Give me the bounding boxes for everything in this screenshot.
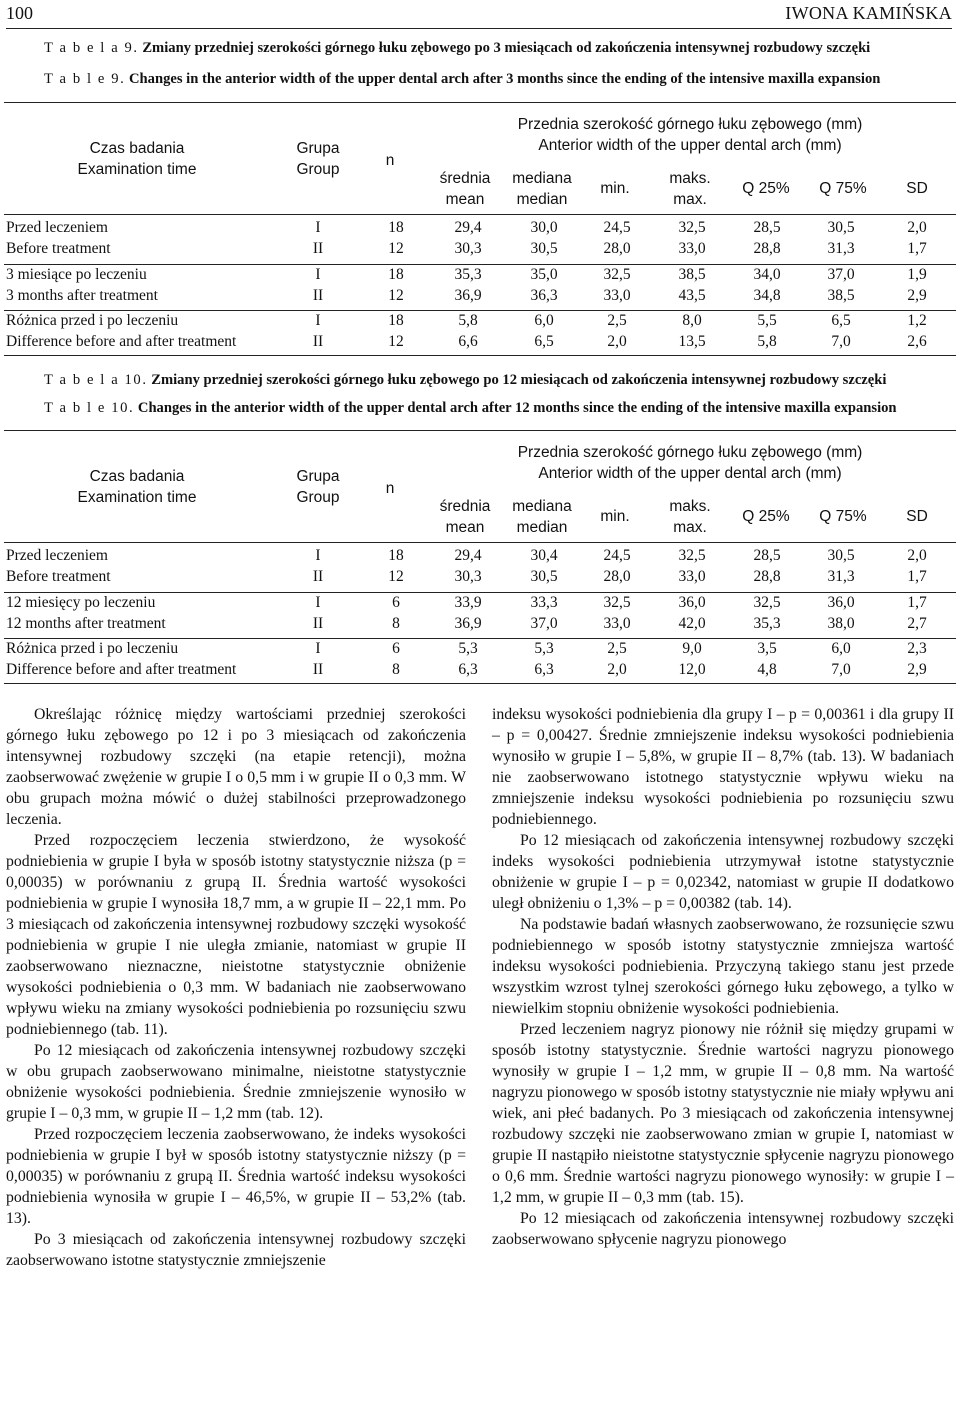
cell-value: 33,0 — [678, 568, 706, 585]
cell-value: 6,0 — [831, 640, 851, 657]
cell-value: 5,3 — [458, 640, 478, 657]
cell-value: 2,6 — [907, 333, 927, 350]
header-q25: Q 25% — [742, 508, 790, 525]
header-min: min. — [600, 180, 630, 197]
cell-value: 2,3 — [907, 640, 927, 657]
cell-value: 2,0 — [907, 547, 927, 564]
cell-n: 12 — [388, 568, 404, 585]
cell-value: 42,0 — [678, 615, 706, 632]
table10-title-en: Changes in the anterior width of the upper dental arch after 12 months since the ending of the intensive maxilla expansion — [137, 400, 897, 416]
header-max-pl: maks. — [669, 170, 711, 187]
cell-value: 6,5 — [831, 312, 851, 329]
header-span-pl: Przednia szerokość górnego łuku zębowego (mm) — [517, 116, 863, 133]
cell-n: 12 — [388, 287, 404, 304]
cell-value: 28,5 — [753, 547, 781, 564]
cell-value: 34,0 — [753, 266, 781, 283]
header-exam-time-en: Examination time — [77, 161, 197, 178]
body-column-left — [6, 704, 466, 1271]
cell-group: II — [312, 661, 324, 678]
cell-value: 34,8 — [753, 287, 781, 304]
header-span-en: Anterior width of the upper dental arch (mm) — [538, 137, 842, 154]
row-label: Before treatment — [6, 240, 111, 257]
cell-group: I — [315, 594, 321, 611]
paragraph: indeksu wysokości podniebienia dla grupy I – p = 0,00361 i dla grupy II – p = 0,00427. Średnie zmniejszenie indeksu wysokości podniebienia wynosiło w grupie I – 5,8%, w grupie II – 8,7% (tab. 13). W badaniach nie zaobserwowano istotnego statystycznie wpływu wieku na zmniejszenie indeksu wysokości podniebienia po rozsunięciu szwu podniebiennego. — [492, 706, 954, 828]
cell-value: 1,2 — [907, 312, 927, 329]
cell-value: 32,5 — [603, 266, 631, 283]
cell-value: 30,4 — [530, 547, 558, 564]
table-rule — [4, 214, 956, 215]
cell-value: 5,8 — [757, 333, 777, 350]
cell-n: 6 — [392, 640, 400, 657]
cell-value: 8,0 — [682, 312, 702, 329]
cell-value: 35,3 — [454, 266, 482, 283]
header-span-en: Anterior width of the upper dental arch (mm) — [538, 465, 842, 482]
table10 — [4, 430, 956, 684]
cell-value: 32,5 — [678, 219, 706, 236]
cell-n: 18 — [388, 547, 404, 564]
cell-value: 43,5 — [678, 287, 706, 304]
cell-value: 28,0 — [603, 568, 631, 585]
cell-value: 36,3 — [530, 287, 558, 304]
cell-value: 2,5 — [607, 640, 627, 657]
table-rule — [4, 683, 956, 684]
header-mean-pl: średnia — [439, 498, 491, 515]
cell-value: 6,3 — [458, 661, 478, 678]
table9-title-pl: Zmiany przedniej szerokości górnego łuku zębowego po 3 miesiącach od zakończenia intensywnej rozbudowy szczęki — [142, 40, 871, 56]
header-sd: SD — [906, 180, 928, 197]
row-label: Before treatment — [6, 568, 111, 585]
table9-title-en: Changes in the anterior width of the upper dental arch after 3 months since the ending of the intensive maxilla expansion — [129, 71, 881, 87]
cell-value: 7,0 — [831, 333, 851, 350]
cell-value: 31,3 — [827, 568, 855, 585]
cell-group: II — [312, 568, 324, 585]
cell-value: 4,8 — [757, 661, 777, 678]
row-label: Różnica przed i po leczeniu — [6, 312, 179, 329]
header-q75: Q 75% — [819, 180, 867, 197]
cell-value: 33,3 — [530, 594, 558, 611]
row-label: Difference before and after treatment — [6, 333, 237, 350]
row-label: Przed leczeniem — [6, 219, 108, 236]
paragraph: Przed leczeniem nagryz pionowy nie różnił się między grupami w sposób istotny statystycznie. Średnie wartości nagryzu pionowego wynosiły w grupie I – 1,2 mm, w grupie II – 0,8 mm. Na wartość nagryzu pionowego w sposób istotny statystycznie nie miały wpływu ani wiek, ani płeć badanych. Po 3 miesiącach od zakończenia intensywnej rozbudowy szczęki nie zaobserwowano zmian w grupie I, natomiast w grupie II nastąpiło nieistotne statystycznie spłycenie nagryzu pionowego o 0,6 mm. Średnie wartości nagryzu pionowego wynosiły: w grupie I – 1,2 mm, w grupie II – 0,3 mm (tab. 15). — [492, 1021, 954, 1206]
paragraph: Po 12 miesiącach od zakończenia intensywnej rozbudowy szczęki w obu grupach zaobserwowano minimalne, nieistotne statystycznie obniżenie wysokości podniebienia. Średnie zmniejszenie wynosiło w grupie I – 0,3 mm, w grupie II – 1,2 mm (tab. 12). — [6, 1042, 466, 1122]
cell-value: 7,0 — [831, 661, 851, 678]
cell-value: 5,3 — [534, 640, 554, 657]
paragraph: Po 3 miesiącach od zakończenia intensywnej rozbudowy szczęki zaobserwowano istotne statystycznie zmniejszenie — [6, 1231, 466, 1269]
cell-value: 2,5 — [607, 312, 627, 329]
cell-value: 24,5 — [603, 219, 631, 236]
cell-value: 2,9 — [907, 661, 927, 678]
header-q25: Q 25% — [742, 180, 790, 197]
header-exam-time-pl: Czas badania — [89, 140, 185, 157]
header-span-pl: Przednia szerokość górnego łuku zębowego (mm) — [517, 444, 863, 461]
cell-value: 9,0 — [682, 640, 702, 657]
header-max-en: max. — [673, 191, 707, 208]
body-column-right — [492, 704, 954, 1250]
cell-value: 2,0 — [907, 219, 927, 236]
table9-caption-pl — [44, 40, 952, 57]
cell-value: 28,8 — [753, 568, 781, 585]
cell-value: 6,0 — [534, 312, 554, 329]
paragraph: Po 12 miesiącach od zakończenia intensywnej rozbudowy szczęki zaobserwowano spłycenie nagryzu pionowego — [492, 1210, 954, 1248]
cell-value: 1,7 — [907, 594, 927, 611]
cell-value: 33,0 — [603, 287, 631, 304]
header-group-en: Group — [296, 489, 340, 506]
header-sd: SD — [906, 508, 928, 525]
cell-value: 1,7 — [907, 568, 927, 585]
cell-value: 30,5 — [530, 568, 558, 585]
cell-n: 18 — [388, 312, 404, 329]
cell-group: I — [315, 640, 321, 657]
table9-label-en: T a b l e 9. — [44, 71, 126, 87]
page-number: 100 — [6, 3, 33, 23]
table9-caption-en — [44, 71, 952, 88]
cell-value: 32,5 — [603, 594, 631, 611]
cell-value: 30,5 — [827, 219, 855, 236]
header-median-pl: mediana — [512, 498, 572, 515]
cell-value: 2,7 — [907, 615, 927, 632]
author-name: IWONA KAMIŃSKA — [785, 3, 952, 23]
cell-value: 33,0 — [603, 615, 631, 632]
table10-label-en: T a b l e 10. — [44, 400, 135, 416]
cell-value: 31,3 — [827, 240, 855, 257]
cell-n: 8 — [392, 615, 400, 632]
cell-group: II — [312, 240, 324, 257]
table-rule — [4, 542, 956, 543]
cell-value: 36,0 — [678, 594, 706, 611]
cell-group: I — [315, 219, 321, 236]
cell-value: 2,0 — [607, 661, 627, 678]
paragraph: Przed rozpoczęciem leczenia zaobserwowano, że indeks wysokości podniebienia w grupie I był w sposób istotny statystycznie niższy (p = 0,00035) w porównaniu z grupą II. Średnia wartość indeksu wysokości podniebienia wynosiła w grupie I – 46,5%, w grupie II – 53,2% (tab. 13). — [6, 1126, 466, 1227]
cell-value: 36,9 — [454, 615, 482, 632]
cell-value: 35,0 — [530, 266, 558, 283]
table10-caption-pl — [44, 372, 952, 389]
running-head — [6, 2, 952, 29]
cell-group: I — [315, 266, 321, 283]
cell-value: 30,5 — [530, 240, 558, 257]
cell-value: 28,8 — [753, 240, 781, 257]
table10-label-pl: T a b e l a 10. — [44, 372, 148, 388]
cell-value: 30,3 — [454, 240, 482, 257]
table-rule — [4, 430, 956, 431]
cell-value: 13,5 — [678, 333, 706, 350]
cell-value: 2,9 — [907, 287, 927, 304]
cell-value: 28,5 — [753, 219, 781, 236]
cell-value: 1,7 — [907, 240, 927, 257]
cell-value: 6,3 — [534, 661, 554, 678]
header-exam-time-pl: Czas badania — [89, 468, 185, 485]
cell-value: 6,5 — [534, 333, 554, 350]
cell-value: 24,5 — [603, 547, 631, 564]
cell-n: 6 — [392, 594, 400, 611]
cell-n: 12 — [388, 333, 404, 350]
cell-value: 30,3 — [454, 568, 482, 585]
header-q75: Q 75% — [819, 508, 867, 525]
cell-value: 37,0 — [827, 266, 855, 283]
table10-title-pl: Zmiany przedniej szerokości górnego łuku zębowego po 12 miesiącach od zakończenia intensywnej rozbudowy szczęki — [151, 372, 887, 388]
header-n: n — [385, 480, 395, 497]
table-rule — [4, 355, 956, 356]
row-label: Przed leczeniem — [6, 547, 108, 564]
header-group-en: Group — [296, 161, 340, 178]
cell-group: I — [315, 547, 321, 564]
cell-value: 29,4 — [454, 219, 482, 236]
cell-value: 35,3 — [753, 615, 781, 632]
cell-value: 32,5 — [753, 594, 781, 611]
cell-value: 38,5 — [827, 287, 855, 304]
header-mean-en: mean — [445, 519, 485, 536]
header-max-en: max. — [673, 519, 707, 536]
cell-value: 29,4 — [454, 547, 482, 564]
cell-value: 37,0 — [530, 615, 558, 632]
cell-n: 12 — [388, 240, 404, 257]
cell-value: 3,5 — [757, 640, 777, 657]
cell-value: 30,0 — [530, 219, 558, 236]
cell-value: 38,5 — [678, 266, 706, 283]
header-group-pl: Grupa — [296, 468, 340, 485]
paragraph: Na podstawie badań własnych zaobserwowano, że rozsunięcie szwu podniebiennego w sposób istotny statystycznie zmniejsza wartość indeksu wysokości podniebienia. Przyczyną takiego stanu jest przede wszystkim wzrost tylnej szerokości górnego łuku zębowego, a tylko w niewielkim stopniu obniżenie wysokości podniebienia. — [492, 916, 954, 1017]
cell-n: 8 — [392, 661, 400, 678]
paragraph: Przed rozpoczęciem leczenia stwierdzono, że wysokość podniebienia w grupie I była w sposób istotny statystycznie niższa (p = 0,00035) w porównaniu z grupą II. Średnia wartość wysokości podniebienia w grupie I wynosiła 18,7 mm, a w grupie II – 22,1 mm. Po 3 miesiącach od zakończenia intensywnej rozbudowy szczęki wysokość podniebienia w grupie I nie uległa zmianie, natomiast w grupie II zaobserwowano nieznaczne, nieistotne statystycznie obniżenie wysokości podniebienia o 0,3 mm. W badaniach nie zaobserwowano wpływu wieku na zmiany wysokości podniebienia po rozsunięciu szwu podniebiennego (tab. 11). — [6, 832, 466, 1038]
header-median-en: median — [516, 191, 568, 208]
header-max-pl: maks. — [669, 498, 711, 515]
row-label: 3 months after treatment — [6, 287, 158, 304]
cell-group: II — [312, 615, 324, 632]
cell-value: 36,0 — [827, 594, 855, 611]
header-mean-pl: średnia — [439, 170, 491, 187]
cell-value: 12,0 — [678, 661, 706, 678]
header-mean-en: mean — [445, 191, 485, 208]
cell-group: I — [315, 312, 321, 329]
row-label: 3 miesiące po leczeniu — [6, 266, 147, 283]
cell-n: 18 — [388, 266, 404, 283]
header-median-pl: mediana — [512, 170, 572, 187]
paragraph: Po 12 miesiącach od zakończenia intensywnej rozbudowy szczęki indeks wysokości podniebienia utrzymywał istotne statystycznie obniżenie w grupie I – p = 0,02342, natomiast w grupie II dodatkowo uległ obniżeniu o 1,3% – p = 0,00382 (tab. 14). — [492, 832, 954, 912]
table9 — [4, 102, 956, 356]
cell-value: 33,9 — [454, 594, 482, 611]
cell-group: II — [312, 287, 324, 304]
header-n: n — [385, 152, 395, 169]
cell-value: 1,9 — [907, 266, 927, 283]
cell-value: 33,0 — [678, 240, 706, 257]
table9-label-pl: T a b e l a 9. — [44, 40, 139, 56]
header-group-pl: Grupa — [296, 140, 340, 157]
cell-value: 6,6 — [458, 333, 478, 350]
table10-caption-en — [44, 400, 952, 417]
cell-group: II — [312, 333, 324, 350]
table-rule — [4, 102, 956, 103]
row-label: Różnica przed i po leczeniu — [6, 640, 179, 657]
header-min: min. — [600, 508, 630, 525]
cell-value: 5,5 — [757, 312, 777, 329]
cell-value: 38,0 — [827, 615, 855, 632]
row-label: 12 months after treatment — [6, 615, 166, 632]
cell-value: 32,5 — [678, 547, 706, 564]
cell-value: 5,8 — [458, 312, 478, 329]
cell-value: 30,5 — [827, 547, 855, 564]
header-median-en: median — [516, 519, 568, 536]
header-exam-time-en: Examination time — [77, 489, 197, 506]
paragraph: Określając różnicę między wartościami przedniej szerokości górnego łuku zębowego po 12 i po 3 miesiącach od zakończenia intensywnej rozbudowy szczęki (na etapie retencji), można zaobserwować zwężenie w grupie I o 0,5 mm i w grupie II o 0,3 mm. W obu grupach można mówić o dużej stabilności przeprowadzonego leczenia. — [6, 706, 466, 828]
row-label: Difference before and after treatment — [6, 661, 237, 678]
cell-value: 2,0 — [607, 333, 627, 350]
cell-n: 18 — [388, 219, 404, 236]
cell-value: 36,9 — [454, 287, 482, 304]
row-label: 12 miesięcy po leczeniu — [6, 594, 156, 611]
cell-value: 28,0 — [603, 240, 631, 257]
